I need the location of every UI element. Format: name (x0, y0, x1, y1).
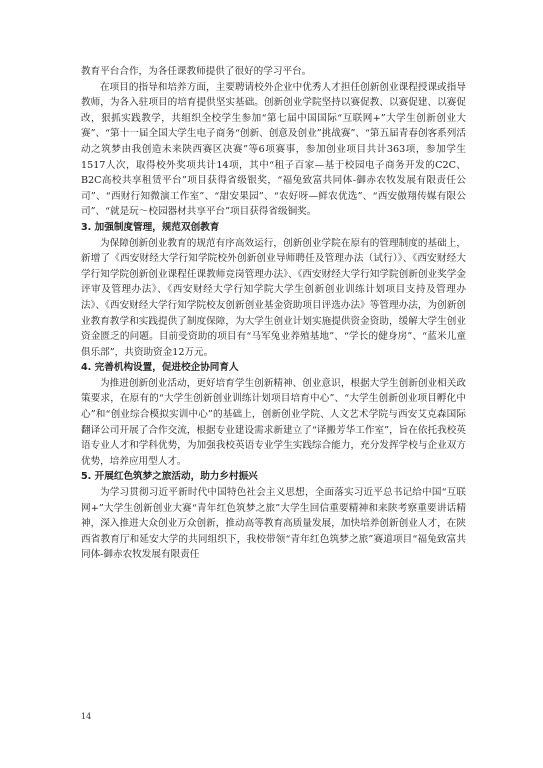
section-heading: 3. 加强制度管理，规范双创教育 (81, 221, 220, 233)
paragraph: 为保障创新创业教育的规范有序高效运行，创新创业学院在原有的管理制度的基础上，新增了《西安财经大学行知学院校外创新创业导师聘任及管理办法（试行）》、《西安财经大学行知学院创新创业课程任课教师竞岗管理办法》、《西安财经大学行知学院创新创业奖学金评审及管理办法》、《西安财经大学行知学院大学生创新创业训练计划项目支持及管理办法》、《西安财经大学行知学院校友创新创业基金资助项目评选办法》等管理办法，为创新创业教育教学和实践提供了制度保障，为大学生创业计划实施提供资金资助，缓解大学生创业资金匮乏的问题。目前受资助的项目有“马军兔业养殖基地”、“学长的健身房”、“蓝米儿童俱乐部”，共资助资金12万元。 (81, 237, 466, 358)
page-number: 14 (81, 712, 92, 721)
section-heading: 5. 开展红色筑梦之旅活动，助力乡村振兴 (81, 471, 258, 483)
paragraph: 在项目的指导和培养方面，主要聘请校外企业中优秀人才担任创新创业课程授课或指导教师，为各入驻项目的培育提供坚实基础。创新创业学院坚持以赛促教、以赛促建、以赛促改，狠抓实践教学，共组织全校学生参加“第七届中国国际“互联网+”大学生创新创业大赛”、“第十一届全国大学生电子商务“创新、创意及创业”挑战赛”、“第五届青春创客系列活动之筑梦由我创造未来陕西赛区决赛”等6项赛事，参加创业项目共计363项，参加学生1517人次，取得校外奖项共计14项，其中“租子百家—基于校园电子商务开发的C2C、B2C高校共享租赁平台”项目获得省级银奖，“福兔致富共同体-御赤农牧发展有限责任公司”、“西财行知微演工作室”、“甜安果园”、“农好呀—鲜农优选”、“西安傲翔传媒有限公司”、“就是玩～校园器材共享平台”项目获得省级铜奖。 (81, 81, 466, 218)
page-content (81, 64, 466, 563)
paragraph: 为推进创新创业活动，更好培育学生创新精神、创业意识，根据大学生创新创业相关政策要求，在原有的“大学生创新创业训练计划项目培育中心”、“大学生创新创业项目孵化中心”和“创业综合模拟实训中心”的基础上，创新创业学院、人文艺术学院与西安艾克森国际翻译公司开展了合作交流，根据专业建设需求新建立了“译搬芳华工作室”，旨在依托我校英语专业人才和学科优势，为加强我校英语专业学生实践综合能力，充分发挥学校与企业双方优势，培养应用型人才。 (81, 377, 466, 467)
paragraph: 教育平台合作，为各任课教师提供了很好的学习平台。 (81, 66, 312, 77)
paragraph: 为学习贯彻习近平新时代中国特色社会主义思想，全面落实习近平总书记给中国“互联网+”大学生创新创业大赛“青年红色筑梦之旅”大学生回信重要精神和来陕考察重要讲话精神，深入推进大众创业万众创新，推动高等教育高质量发展，加快培养创新创业人才，在陕西省教育厅和延安大学的共同组织下，我校带领“青年红色筑梦之旅”赛道项目“福兔致富共同体-御赤农牧发展有限责任 (81, 487, 466, 561)
section-heading: 4. 完善机构设置，促进校企协同育人 (81, 362, 239, 374)
